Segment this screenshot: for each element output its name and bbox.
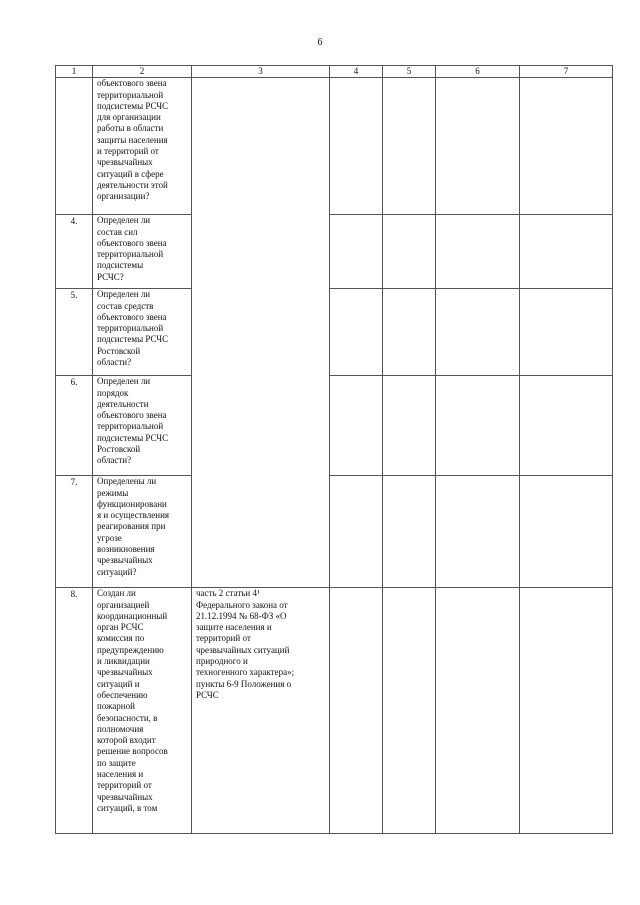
empty-cell	[520, 78, 613, 215]
table-row	[56, 289, 613, 376]
col-header-5: 5	[383, 66, 436, 78]
table-row	[56, 78, 613, 215]
row-number: 7.	[56, 476, 93, 588]
empty-cell	[520, 215, 613, 289]
empty-cell	[383, 215, 436, 289]
question-cell: Определен ли состав средств объектового звена территориальной подсистемы РСЧС Ростовской области?	[93, 289, 192, 376]
row-number: 4.	[56, 215, 93, 289]
col-header-6: 6	[436, 66, 520, 78]
empty-cell	[436, 376, 520, 476]
row-number	[56, 78, 93, 215]
empty-cell	[436, 215, 520, 289]
table-row	[56, 376, 613, 476]
empty-cell	[436, 476, 520, 588]
col-header-4: 4	[330, 66, 383, 78]
row-number: 8.	[56, 588, 93, 834]
col-header-7: 7	[520, 66, 613, 78]
empty-cell	[330, 215, 383, 289]
empty-cell	[330, 476, 383, 588]
empty-cell	[383, 78, 436, 215]
empty-cell	[383, 476, 436, 588]
reference-cell-merged	[192, 78, 330, 588]
empty-cell	[436, 78, 520, 215]
empty-cell	[520, 588, 613, 834]
reference-cell: часть 2 статьи 4¹ Федерального закона от 21.12.1994 № 68-ФЗ «О защите населения и территорий от чрезвычайных ситуаций природного и техногенного характера»; пункты 6-9 Положения о РСЧС	[192, 588, 330, 834]
row-number: 6.	[56, 376, 93, 476]
table-row	[56, 215, 613, 289]
checklist-table	[55, 65, 613, 834]
question-cell: Определен ли состав сил объектового звена территориальной подсистемы РСЧС?	[93, 215, 192, 289]
empty-cell	[330, 289, 383, 376]
empty-cell	[520, 289, 613, 376]
empty-cell	[436, 289, 520, 376]
empty-cell	[330, 78, 383, 215]
empty-cell	[383, 376, 436, 476]
col-header-1: 1	[56, 66, 93, 78]
empty-cell	[330, 588, 383, 834]
empty-cell	[436, 588, 520, 834]
table-row	[56, 476, 613, 588]
page-number: 6	[317, 37, 323, 48]
question-cell: Определены ли режимы функционировани я и осуществления реагирования при угрозе возникновения чрезвычайных ситуаций?	[93, 476, 192, 588]
empty-cell	[383, 289, 436, 376]
column-number-header-row	[56, 66, 613, 78]
col-header-3: 3	[192, 66, 330, 78]
table-row	[56, 588, 613, 834]
row-number: 5.	[56, 289, 93, 376]
question-cell: Создан ли организацией координационный орган РСЧС комиссия по предупреждению и ликвидации чрезвычайных ситуаций и обеспечению пожарной безопасности, в полномочия которой входит решение вопросов по защите населения и территорий от чрезвычайных ситуаций, в том	[93, 588, 192, 834]
col-header-2: 2	[93, 66, 192, 78]
empty-cell	[520, 476, 613, 588]
question-cell: Определен ли порядок деятельности объектового звена территориальной подсистемы РСЧС Ростовской области?	[93, 376, 192, 476]
empty-cell	[520, 376, 613, 476]
empty-cell	[330, 376, 383, 476]
empty-cell	[383, 588, 436, 834]
question-cell: объектового звена территориальной подсистемы РСЧС для организации работы в области защиты населения и территорий от чрезвычайных ситуаций в сфере деятельности этой организации?	[93, 78, 192, 215]
